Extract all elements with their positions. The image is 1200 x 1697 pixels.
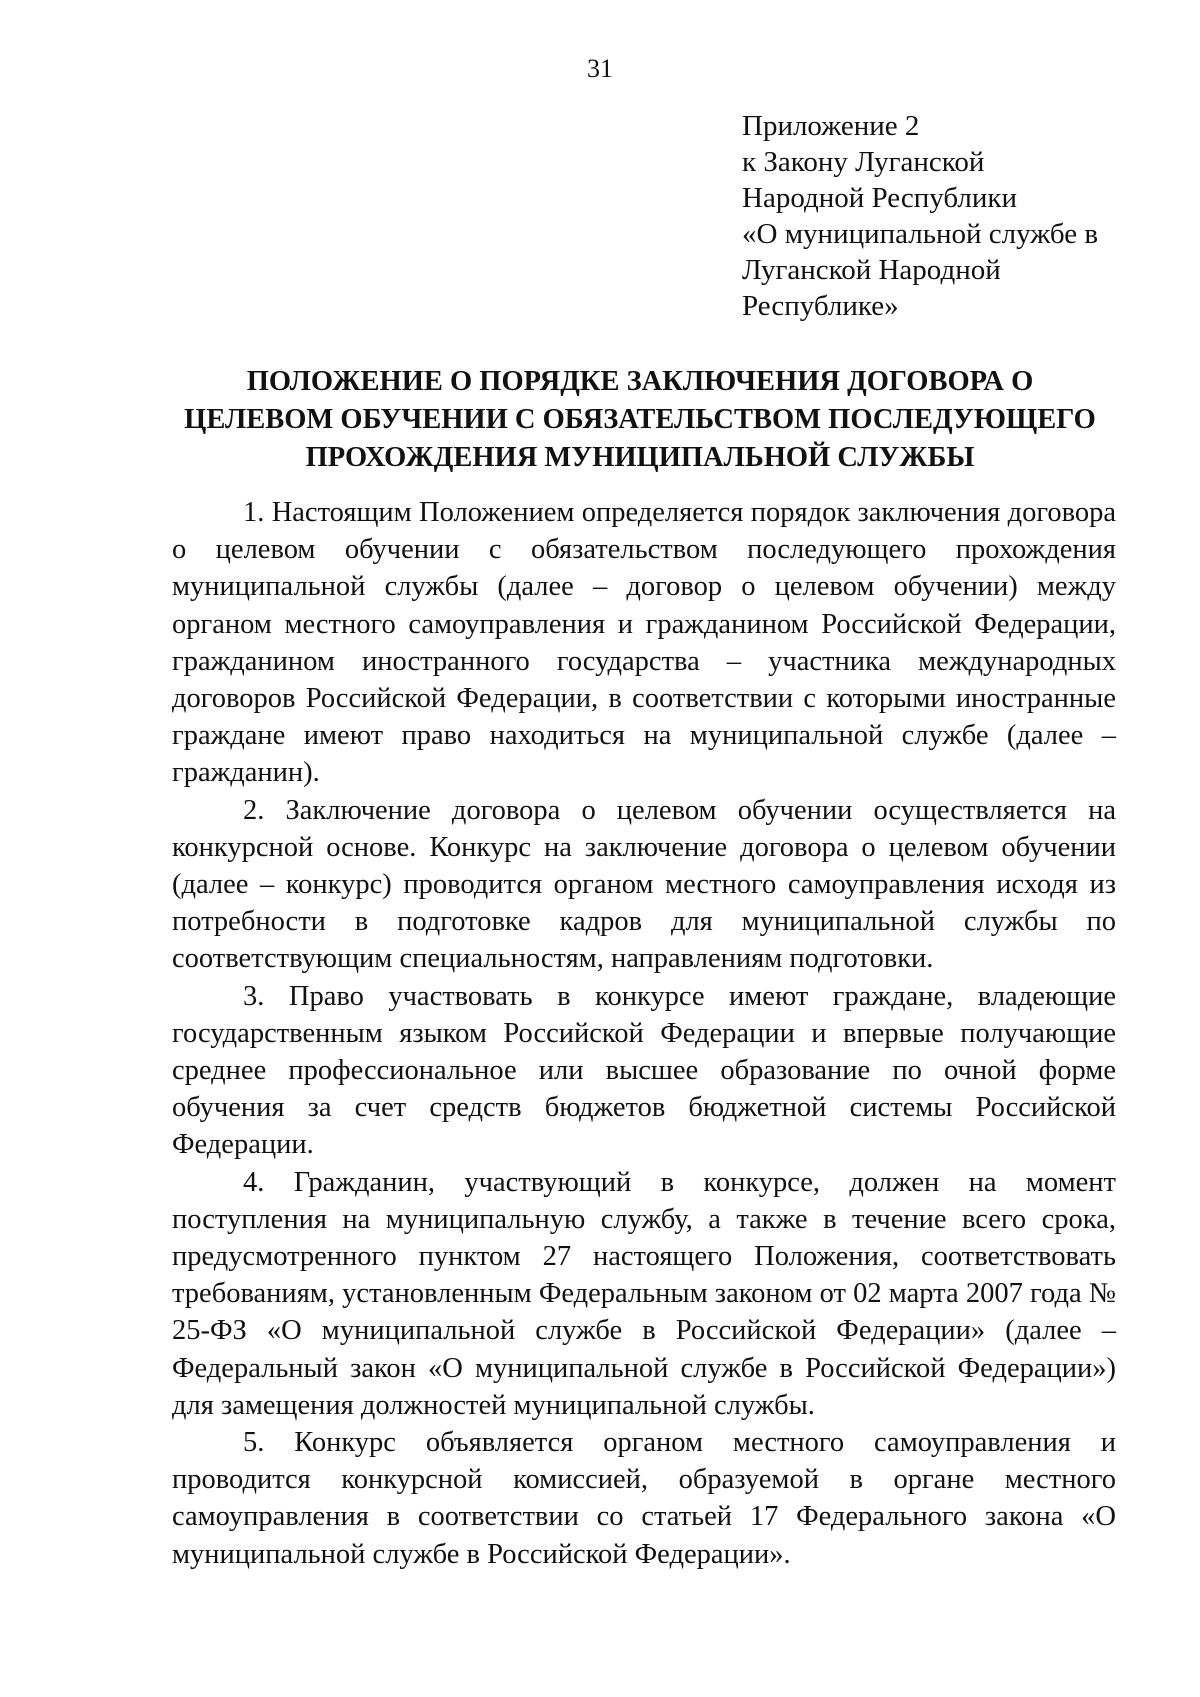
document-title <box>160 363 1120 477</box>
paragraph-4: 4. Гражданин, участвующий в конкурсе, должен на момент поступления на муниципальную службу, а также в течение всего срока, предусмотренного пунктом 27 настоящего Положения, соответствовать требованиям, установленным Федеральным законом от 02 марта 2007 года № 25-ФЗ «О муниципальной службе в Российской Федерации» (далее – Федеральный закон «О муниципальной службе в Российской Федерации») для замещения должностей муниципальной службы. <box>172 1166 1116 1421</box>
appendix-line: Луганской Народной <box>742 254 1001 286</box>
title-line: ПРОХОЖДЕНИЯ МУНИЦИПАЛЬНОЙ СЛУЖБЫ <box>305 442 975 473</box>
appendix-line: Приложение 2 <box>742 110 920 142</box>
document-body <box>172 494 1116 1573</box>
appendix-line: «О муниципальной службе в <box>742 218 1099 250</box>
page-number: 31 <box>587 54 613 83</box>
title-line: ЦЕЛЕВОМ ОБУЧЕНИИ С ОБЯЗАТЕЛЬСТВОМ ПОСЛЕДУЮЩЕГО <box>184 404 1096 435</box>
appendix-line: Народной Республики <box>742 182 1018 214</box>
appendix-line: к Закону Луганской <box>742 146 985 178</box>
appendix-line: Республике» <box>742 290 899 322</box>
paragraph-1: 1. Настоящим Положением определяется порядок заключения договора о целевом обучении с обязательством последующего прохождения муниципальной службы (далее – договор о целевом обучении) между органом местного самоуправления и гражданином Российской Федерации, гражданином иностранного государства – участника международных договоров Российской Федерации, в соответствии с которыми иностранные граждане имеют право находиться на муниципальной службе (далее – гражданин). <box>172 497 1116 789</box>
paragraph-5: 5. Конкурс объявляется органом местного самоуправления и проводится конкурсной комиссией, образуемой в органе местного самоуправления в соответствии со статьей 17 Федерального закона «О муниципальной службе в Российской Федерации». <box>172 1427 1116 1570</box>
title-line: ПОЛОЖЕНИЕ О ПОРЯДКЕ ЗАКЛЮЧЕНИЯ ДОГОВОРА О <box>246 366 1034 397</box>
appendix-reference <box>742 108 1162 324</box>
paragraph-2: 2. Заключение договора о целевом обучении осуществляется на конкурсной основе. Конкурс на заключение договора о целевом обучении (далее – конкурс) проводится органом местного самоуправления исходя из потребности в подготовке кадров для муниципальной службы по соответствующим специальностям, направлениям подготовки. <box>172 794 1116 975</box>
paragraph-3: 3. Право участвовать в конкурсе имеют граждане, владеющие государственным языком Российской Федерации и впервые получающие среднее профессиональное или высшее образование по очной форме обучения за счет средств бюджетов бюджетной системы Российской Федерации. <box>172 980 1116 1161</box>
